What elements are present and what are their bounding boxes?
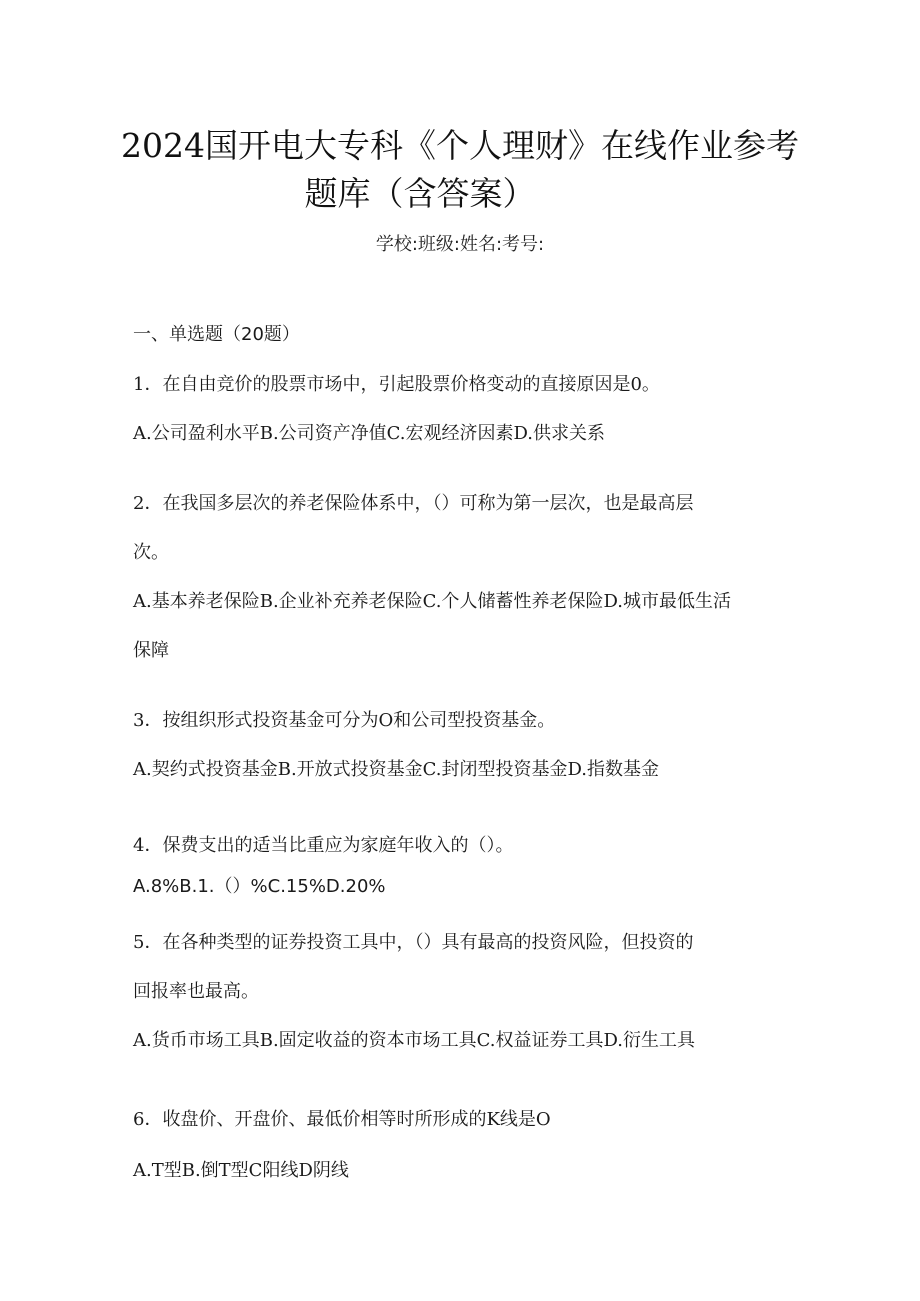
question-2-options-line-1: A.基本养老保险B.企业补充养老保险C.个人储蓄性养老保险D.城市最低生活 xyxy=(133,591,732,612)
question-2-options-line-2: 保障 xyxy=(133,640,169,661)
question-6-stem: 6．收盘价、开盘价、最低价相等时所形成的K线是O xyxy=(133,1109,551,1130)
question-2-stem-line-2: 次。 xyxy=(133,542,169,563)
question-4-stem: 4．保费支出的适当比重应为家庭年收入的（）。 xyxy=(133,835,514,856)
question-1-options: A.公司盈利水平B.公司资产净值C.宏观经济因素D.供求关系 xyxy=(133,423,606,444)
question-3-stem: 3．按组织形式投资基金可分为O和公司型投资基金。 xyxy=(133,710,556,731)
question-3-options: A.契约式投资基金B.开放式投资基金C.封闭型投资基金D.指数基金 xyxy=(133,759,660,780)
question-5-stem-line-2: 回报率也最高。 xyxy=(133,981,259,1002)
document-title-line-1: 2024国开电大专科《个人理财》在线作业参考 xyxy=(121,126,799,165)
question-1-stem: 1．在自由竞价的股票市场中，引起股票价格变动的直接原因是0。 xyxy=(133,374,660,395)
question-4-options: A.8%B.1.（）%C.15%D.20% xyxy=(133,876,386,897)
question-6-options: A.T型B.倒T型C阳线D阴线 xyxy=(133,1160,349,1181)
document-title-line-2: 题库（含答案） xyxy=(304,174,536,213)
question-5-stem-line-1: 5．在各种类型的证券投资工具中，（）具有最高的投资风险，但投资的 xyxy=(133,932,694,953)
question-5-options: A.货币市场工具B.固定收益的资本市场工具C.权益证券工具D.衍生工具 xyxy=(133,1030,696,1051)
student-info-line: 学校:班级:姓名:考号: xyxy=(375,234,545,255)
section-heading: 一、单选题（20题） xyxy=(133,324,300,345)
question-2-stem-line-1: 2．在我国多层次的养老保险体系中，（）可称为第一层次，也是最高层 xyxy=(133,493,694,514)
